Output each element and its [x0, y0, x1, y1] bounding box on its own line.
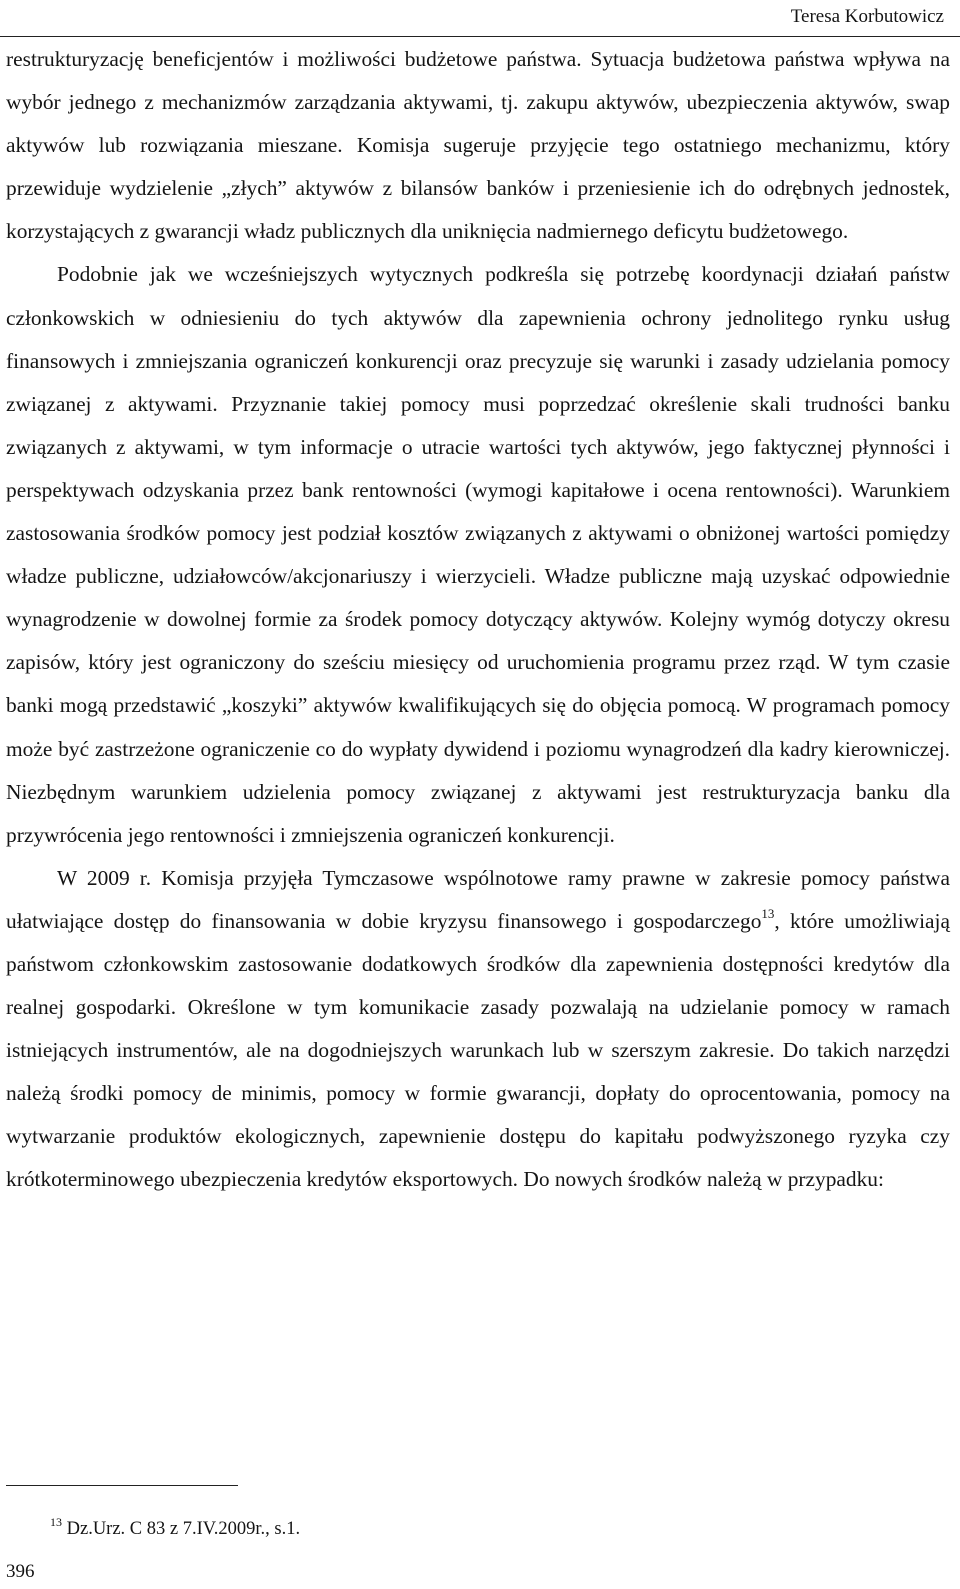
paragraph-2 — [6, 253, 950, 856]
paragraph-3-text-part-2: , które umożliwiają państwom członkowskim zastosowanie dodatkowych środków dla zapewnienia dostępności kredytów dla realnej gospodarki. Określone w tym komunikacie zasady pozwalają na udzielanie pomocy w ramach istniejących instrumentów, ale na dogodniejszych warunkach lub w szerszym zakresie. Do takich narzędzi należą środki pomocy de minimis, pomocy w formie gwarancji, dopłaty do oprocentowania, pomocy na wytwarzanie produktów ekologicznych, zapewnienie dostępu do kapitału podwyższonego ryzyka czy krótkoterminowego ubezpieczenia kredytów eksportowych. Do nowych środków należą w przypadku: — [6, 908, 950, 1192]
paragraph-1 — [6, 38, 950, 253]
body-text — [6, 38, 950, 1202]
paragraph-1-text: restrukturyzację beneficjentów i możliwości budżetowe państwa. Sytuacja budżetowa państwa wpływa na wybór jednego z mechanizmów zarządzania aktywami, tj. zakupu aktywów, ubezpieczenia aktywów, swap aktywów lub rozwiązania mieszane. Komisja sugeruje przyjęcie tego ostatniego mechanizmu, który przewiduje wydzielenie „złych” aktywów z bilansów banków i przeniesienie ich do odrębnych jednostek, korzystających z gwarancji władz publicznych dla uniknięcia nadmiernego deficytu budżetowego. — [6, 47, 950, 244]
paragraph-3-text-part-1: W 2009 r. Komisja przyjęła Tymczasowe wspólnotowe ramy prawne w zakresie pomocy państwa ułatwiające dostęp do finansowania w dobie kryzysu finansowego i gospodarczego — [6, 865, 950, 933]
paragraph-3 — [6, 857, 950, 1202]
header-author: Teresa Korbutowicz — [790, 6, 944, 27]
footnote-number: 13 — [50, 1515, 62, 1529]
running-header — [0, 0, 960, 37]
footnote-reference[interactable]: 13 — [761, 905, 775, 921]
footnote-separator — [6, 1485, 238, 1486]
page-number: 396 — [6, 1561, 35, 1582]
footnote — [50, 1515, 301, 1540]
footnote-text: Dz.Urz. C 83 z 7.IV.2009r., s.1. — [66, 1519, 301, 1539]
paragraph-2-text: Podobnie jak we wcześniejszych wytycznych podkreśla się potrzebę koordynacji działań państw członkowskich w odniesieniu do tych aktywów dla zapewnienia ochrony jednolitego rynku usług finansowych i zmniejszania ograniczeń konkurencji oraz precyzuje się warunki i zasady udzielania pomocy związanej z aktywami. Przyznanie takiej pomocy musi poprzedzać określenie skali trudności banku związanych z aktywami, w tym informacje o utracie wartości tych aktywów, jego faktycznej płynności i perspektywach odzyskania przez bank rentowności (wymogi kapitałowe i ocena rentowności). Warunkiem zastosowania środków pomocy jest podział kosztów związanych z aktywami o obniżonej wartości pomiędzy władze publiczne, udziałowców/akcjonariuszy i wierzycieli. Władze publiczne mają uzyskać odpowiednie wynagrodzenie w dowolnej formie za środek pomocy dotyczący aktywów. Kolejny wymóg dotyczy okresu zapisów, który jest ograniczony do sześciu miesięcy od uruchomienia programu przez rząd. W tym czasie banki mogą przedstawić „koszyki” aktywów kwalifikujących się do objęcia pomocą. W programach pomocy może być zastrzeżone ograniczenie co do wypłaty dywidend i poziomu wynagrodzeń dla kadry kierowniczej. Niezbędnym warunkiem udzielenia pomocy związanej z aktywami jest restrukturyzacja banku dla przywrócenia jego rentowności i zmniejszenia ograniczeń konkurencji. — [6, 262, 950, 847]
